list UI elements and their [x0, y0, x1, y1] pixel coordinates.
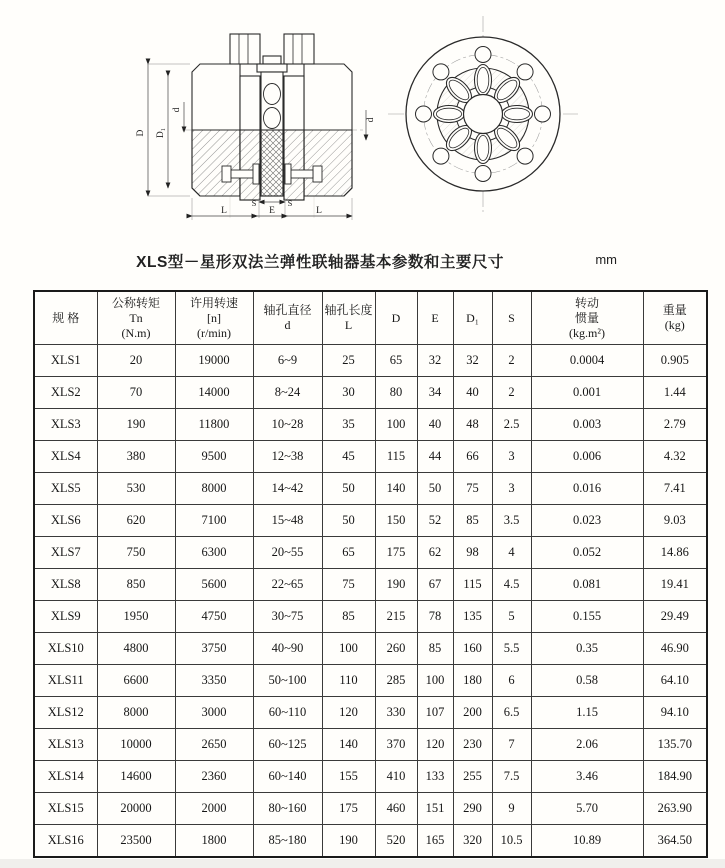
bolt-hole — [433, 64, 449, 80]
bolt-hole — [475, 166, 491, 182]
footer-strip — [0, 859, 725, 868]
left-flange-hatch — [192, 130, 240, 196]
table-row — [34, 697, 707, 729]
table-cell: 22~65 — [253, 569, 322, 601]
table-cell: 0.052 — [531, 537, 643, 569]
table-cell: 140 — [322, 729, 375, 761]
table-cell: 85 — [453, 505, 492, 537]
table-cell: 85 — [322, 601, 375, 633]
table-cell: 380 — [97, 441, 175, 473]
table-cell: 200 — [453, 697, 492, 729]
table-cell: 2 — [492, 377, 531, 409]
column-header: 公称转矩 Tn (N.m) — [97, 291, 175, 345]
table-cell: 150 — [375, 505, 417, 537]
table-cell: XLS13 — [34, 729, 97, 761]
table-cell: 140 — [375, 473, 417, 505]
column-header: S — [492, 291, 531, 345]
table-row — [34, 825, 707, 858]
table-cell: 10000 — [97, 729, 175, 761]
table-cell: 4800 — [97, 633, 175, 665]
table-cell: 10~28 — [253, 409, 322, 441]
table-cell: 34 — [417, 377, 453, 409]
table-cell: 3.5 — [492, 505, 531, 537]
table-row — [34, 729, 707, 761]
table-cell: 0.081 — [531, 569, 643, 601]
table-cell: XLS10 — [34, 633, 97, 665]
table-cell: 850 — [97, 569, 175, 601]
table-cell: 20000 — [97, 793, 175, 825]
table-cell: XLS7 — [34, 537, 97, 569]
table-cell: 19000 — [175, 345, 253, 377]
table-cell: 190 — [97, 409, 175, 441]
table-cell: 3.46 — [531, 761, 643, 793]
table-cell: 0.003 — [531, 409, 643, 441]
table-cell: 100 — [417, 665, 453, 697]
table-cell: 1800 — [175, 825, 253, 858]
table-cell: 1.15 — [531, 697, 643, 729]
table-cell: 290 — [453, 793, 492, 825]
table-cell: 4.5 — [492, 569, 531, 601]
table-cell: 50 — [417, 473, 453, 505]
table-cell: 14000 — [175, 377, 253, 409]
dim-label-L-left: L — [221, 206, 227, 216]
table-cell: 190 — [322, 825, 375, 858]
table-cell: 190 — [375, 569, 417, 601]
table-cell: 115 — [375, 441, 417, 473]
table-cell: 19.41 — [643, 569, 707, 601]
coupling-front-drawing — [388, 16, 578, 212]
table-cell: 44 — [417, 441, 453, 473]
star-element-section — [264, 108, 281, 129]
table-cell: 50~100 — [253, 665, 322, 697]
table-cell: 370 — [375, 729, 417, 761]
table-cell: XLS6 — [34, 505, 97, 537]
spec-table — [33, 290, 708, 858]
table-row — [34, 409, 707, 441]
table-cell: 64.10 — [643, 665, 707, 697]
table-cell: 0.155 — [531, 601, 643, 633]
column-header: 规 格 — [34, 291, 97, 345]
unit-label: mm — [595, 252, 617, 267]
center-bore — [464, 95, 503, 134]
table-cell: 2.06 — [531, 729, 643, 761]
table-cell: 6600 — [97, 665, 175, 697]
table-cell: 40 — [453, 377, 492, 409]
table-cell: 60~125 — [253, 729, 322, 761]
table-cell: 85 — [417, 633, 453, 665]
column-header: D₁ — [453, 291, 492, 345]
table-cell: 620 — [97, 505, 175, 537]
table-cell: 14600 — [97, 761, 175, 793]
table-cell: 133 — [417, 761, 453, 793]
table-cell: 151 — [417, 793, 453, 825]
table-row — [34, 761, 707, 793]
table-cell: 3000 — [175, 697, 253, 729]
right-flange-hatch — [304, 130, 352, 196]
table-cell: 2650 — [175, 729, 253, 761]
table-cell: 25 — [322, 345, 375, 377]
column-header: D — [375, 291, 417, 345]
coupling-section-drawing — [126, 20, 378, 226]
spec-table-body — [34, 345, 707, 858]
table-cell: 66 — [453, 441, 492, 473]
table-cell: 30~75 — [253, 601, 322, 633]
table-cell: 75 — [453, 473, 492, 505]
table-cell: 175 — [322, 793, 375, 825]
table-cell: 750 — [97, 537, 175, 569]
bolt-hole — [433, 148, 449, 164]
table-cell: 175 — [375, 537, 417, 569]
table-row — [34, 633, 707, 665]
table-cell: XLS8 — [34, 569, 97, 601]
table-cell: XLS15 — [34, 793, 97, 825]
table-cell: 12~38 — [253, 441, 322, 473]
table-cell: 0.905 — [643, 345, 707, 377]
table-cell: 0.006 — [531, 441, 643, 473]
table-cell: 80 — [375, 377, 417, 409]
table-cell: 155 — [322, 761, 375, 793]
table-cell: 520 — [375, 825, 417, 858]
table-row — [34, 345, 707, 377]
table-cell: 460 — [375, 793, 417, 825]
table-cell: 6~9 — [253, 345, 322, 377]
table-cell: 0.58 — [531, 665, 643, 697]
table-row — [34, 505, 707, 537]
table-cell: 4 — [492, 537, 531, 569]
column-header: 轴孔长度 L — [322, 291, 375, 345]
table-cell: 7 — [492, 729, 531, 761]
table-cell: 5 — [492, 601, 531, 633]
left-hub-sleeve — [230, 34, 260, 64]
dim-label-S-right: S — [287, 198, 293, 208]
table-cell: 7.5 — [492, 761, 531, 793]
coupling-body — [192, 34, 352, 200]
table-cell: 60~110 — [253, 697, 322, 729]
table-cell: XLS4 — [34, 441, 97, 473]
dim-label-L-right: L — [316, 206, 322, 216]
table-row — [34, 665, 707, 697]
table-cell: 15~48 — [253, 505, 322, 537]
table-cell: 23500 — [97, 825, 175, 858]
table-cell: XLS3 — [34, 409, 97, 441]
table-cell: 6.5 — [492, 697, 531, 729]
table-cell: 32 — [417, 345, 453, 377]
table-cell: 3 — [492, 441, 531, 473]
table-cell: XLS12 — [34, 697, 97, 729]
table-cell: 255 — [453, 761, 492, 793]
table-cell: 3 — [492, 473, 531, 505]
table-row — [34, 473, 707, 505]
table-cell: 60~140 — [253, 761, 322, 793]
table-cell: 65 — [375, 345, 417, 377]
table-cell: 9.03 — [643, 505, 707, 537]
table-cell: 330 — [375, 697, 417, 729]
dim-label-D1: D₁ — [156, 127, 166, 139]
table-cell: 320 — [453, 825, 492, 858]
table-cell: 85~180 — [253, 825, 322, 858]
column-header: 重量 (kg) — [643, 291, 707, 345]
table-cell: 2360 — [175, 761, 253, 793]
table-cell: 160 — [453, 633, 492, 665]
table-row — [34, 569, 707, 601]
table-cell: 7100 — [175, 505, 253, 537]
table-cell: 2.79 — [643, 409, 707, 441]
table-cell: 32 — [453, 345, 492, 377]
table-cell: 120 — [322, 697, 375, 729]
table-cell: 20~55 — [253, 537, 322, 569]
table-cell: 20 — [97, 345, 175, 377]
table-cell: 184.90 — [643, 761, 707, 793]
table-cell: 0.35 — [531, 633, 643, 665]
table-cell: 0.0004 — [531, 345, 643, 377]
right-hub-sleeve — [284, 34, 314, 64]
table-cell: 100 — [375, 409, 417, 441]
column-header: 许用转速 [n] (r/min) — [175, 291, 253, 345]
table-cell: XLS5 — [34, 473, 97, 505]
table-cell: 1.44 — [643, 377, 707, 409]
table-cell: 410 — [375, 761, 417, 793]
table-cell: 10.89 — [531, 825, 643, 858]
spacer-cap-top — [263, 56, 281, 64]
table-cell: 40 — [417, 409, 453, 441]
table-cell: 48 — [453, 409, 492, 441]
table-cell: XLS14 — [34, 761, 97, 793]
table-cell: 2000 — [175, 793, 253, 825]
table-cell: 75 — [322, 569, 375, 601]
table-row — [34, 441, 707, 473]
table-cell: 3350 — [175, 665, 253, 697]
table-cell: 120 — [417, 729, 453, 761]
table-cell: 35 — [322, 409, 375, 441]
table-cell: 0.016 — [531, 473, 643, 505]
table-cell: 3750 — [175, 633, 253, 665]
table-cell: 8~24 — [253, 377, 322, 409]
star-element-section — [264, 84, 281, 105]
bolt-hole — [475, 47, 491, 63]
table-cell: 6300 — [175, 537, 253, 569]
table-cell: XLS16 — [34, 825, 97, 858]
table-cell: 260 — [375, 633, 417, 665]
table-cell: 1950 — [97, 601, 175, 633]
table-cell: 65 — [322, 537, 375, 569]
table-cell: 8000 — [175, 473, 253, 505]
table-cell: 45 — [322, 441, 375, 473]
table-cell: 4.32 — [643, 441, 707, 473]
table-cell: 9 — [492, 793, 531, 825]
table-cell: 67 — [417, 569, 453, 601]
table-cell: 110 — [322, 665, 375, 697]
table-cell: 364.50 — [643, 825, 707, 858]
table-cell: XLS11 — [34, 665, 97, 697]
table-cell: 30 — [322, 377, 375, 409]
column-header: E — [417, 291, 453, 345]
table-cell: 14.86 — [643, 537, 707, 569]
table-cell: XLS1 — [34, 345, 97, 377]
table-row — [34, 537, 707, 569]
table-cell: 230 — [453, 729, 492, 761]
table-cell: 100 — [322, 633, 375, 665]
table-cell: XLS9 — [34, 601, 97, 633]
column-header: 轴孔直径 d — [253, 291, 322, 345]
table-cell: 9500 — [175, 441, 253, 473]
table-cell: 5600 — [175, 569, 253, 601]
table-cell: 78 — [417, 601, 453, 633]
table-cell: 70 — [97, 377, 175, 409]
table-cell: 107 — [417, 697, 453, 729]
table-cell: 50 — [322, 505, 375, 537]
table-cell: 165 — [417, 825, 453, 858]
center-column-hatch — [261, 130, 283, 196]
table-cell: 10.5 — [492, 825, 531, 858]
dim-label-S-left: S — [251, 198, 257, 208]
table-cell: 115 — [453, 569, 492, 601]
table-cell: 8000 — [97, 697, 175, 729]
table-cell: 80~160 — [253, 793, 322, 825]
table-cell: 29.49 — [643, 601, 707, 633]
table-cell: 215 — [375, 601, 417, 633]
table-cell: 530 — [97, 473, 175, 505]
bolt-hole — [517, 64, 533, 80]
bolt-hole — [535, 106, 551, 122]
table-cell: 0.023 — [531, 505, 643, 537]
table-header-row — [34, 291, 707, 345]
dim-label-D: D — [136, 129, 146, 137]
table-cell: 135 — [453, 601, 492, 633]
table-cell: 263.90 — [643, 793, 707, 825]
table-row — [34, 601, 707, 633]
table-cell: 50 — [322, 473, 375, 505]
table-cell: 11800 — [175, 409, 253, 441]
page-title: XLS型－星形双法兰弹性联轴器基本参数和主要尺寸 — [136, 254, 504, 271]
table-cell: 14~42 — [253, 473, 322, 505]
table-cell: XLS2 — [34, 377, 97, 409]
table-cell: 0.001 — [531, 377, 643, 409]
table-cell: 5.5 — [492, 633, 531, 665]
table-cell: 7.41 — [643, 473, 707, 505]
table-cell: 285 — [375, 665, 417, 697]
table-cell: 46.90 — [643, 633, 707, 665]
bolt-hole — [517, 148, 533, 164]
table-cell: 4750 — [175, 601, 253, 633]
table-row — [34, 793, 707, 825]
table-cell: 40~90 — [253, 633, 322, 665]
table-cell: 2.5 — [492, 409, 531, 441]
spacer-cap — [257, 64, 287, 72]
table-row — [34, 377, 707, 409]
table-cell: 98 — [453, 537, 492, 569]
column-header: 转动 惯量 (kg.m²) — [531, 291, 643, 345]
table-cell: 52 — [417, 505, 453, 537]
title-row — [0, 250, 725, 276]
bolt-hole — [416, 106, 432, 122]
table-cell: 5.70 — [531, 793, 643, 825]
table-cell: 180 — [453, 665, 492, 697]
dim-label-E: E — [269, 206, 275, 216]
table-cell: 94.10 — [643, 697, 707, 729]
table-cell: 6 — [492, 665, 531, 697]
spec-table-head — [34, 291, 707, 345]
dim-label-d-left: d — [172, 107, 182, 113]
dim-label-d-right: d — [366, 117, 376, 123]
table-cell: 135.70 — [643, 729, 707, 761]
table-cell: 2 — [492, 345, 531, 377]
table-cell: 62 — [417, 537, 453, 569]
